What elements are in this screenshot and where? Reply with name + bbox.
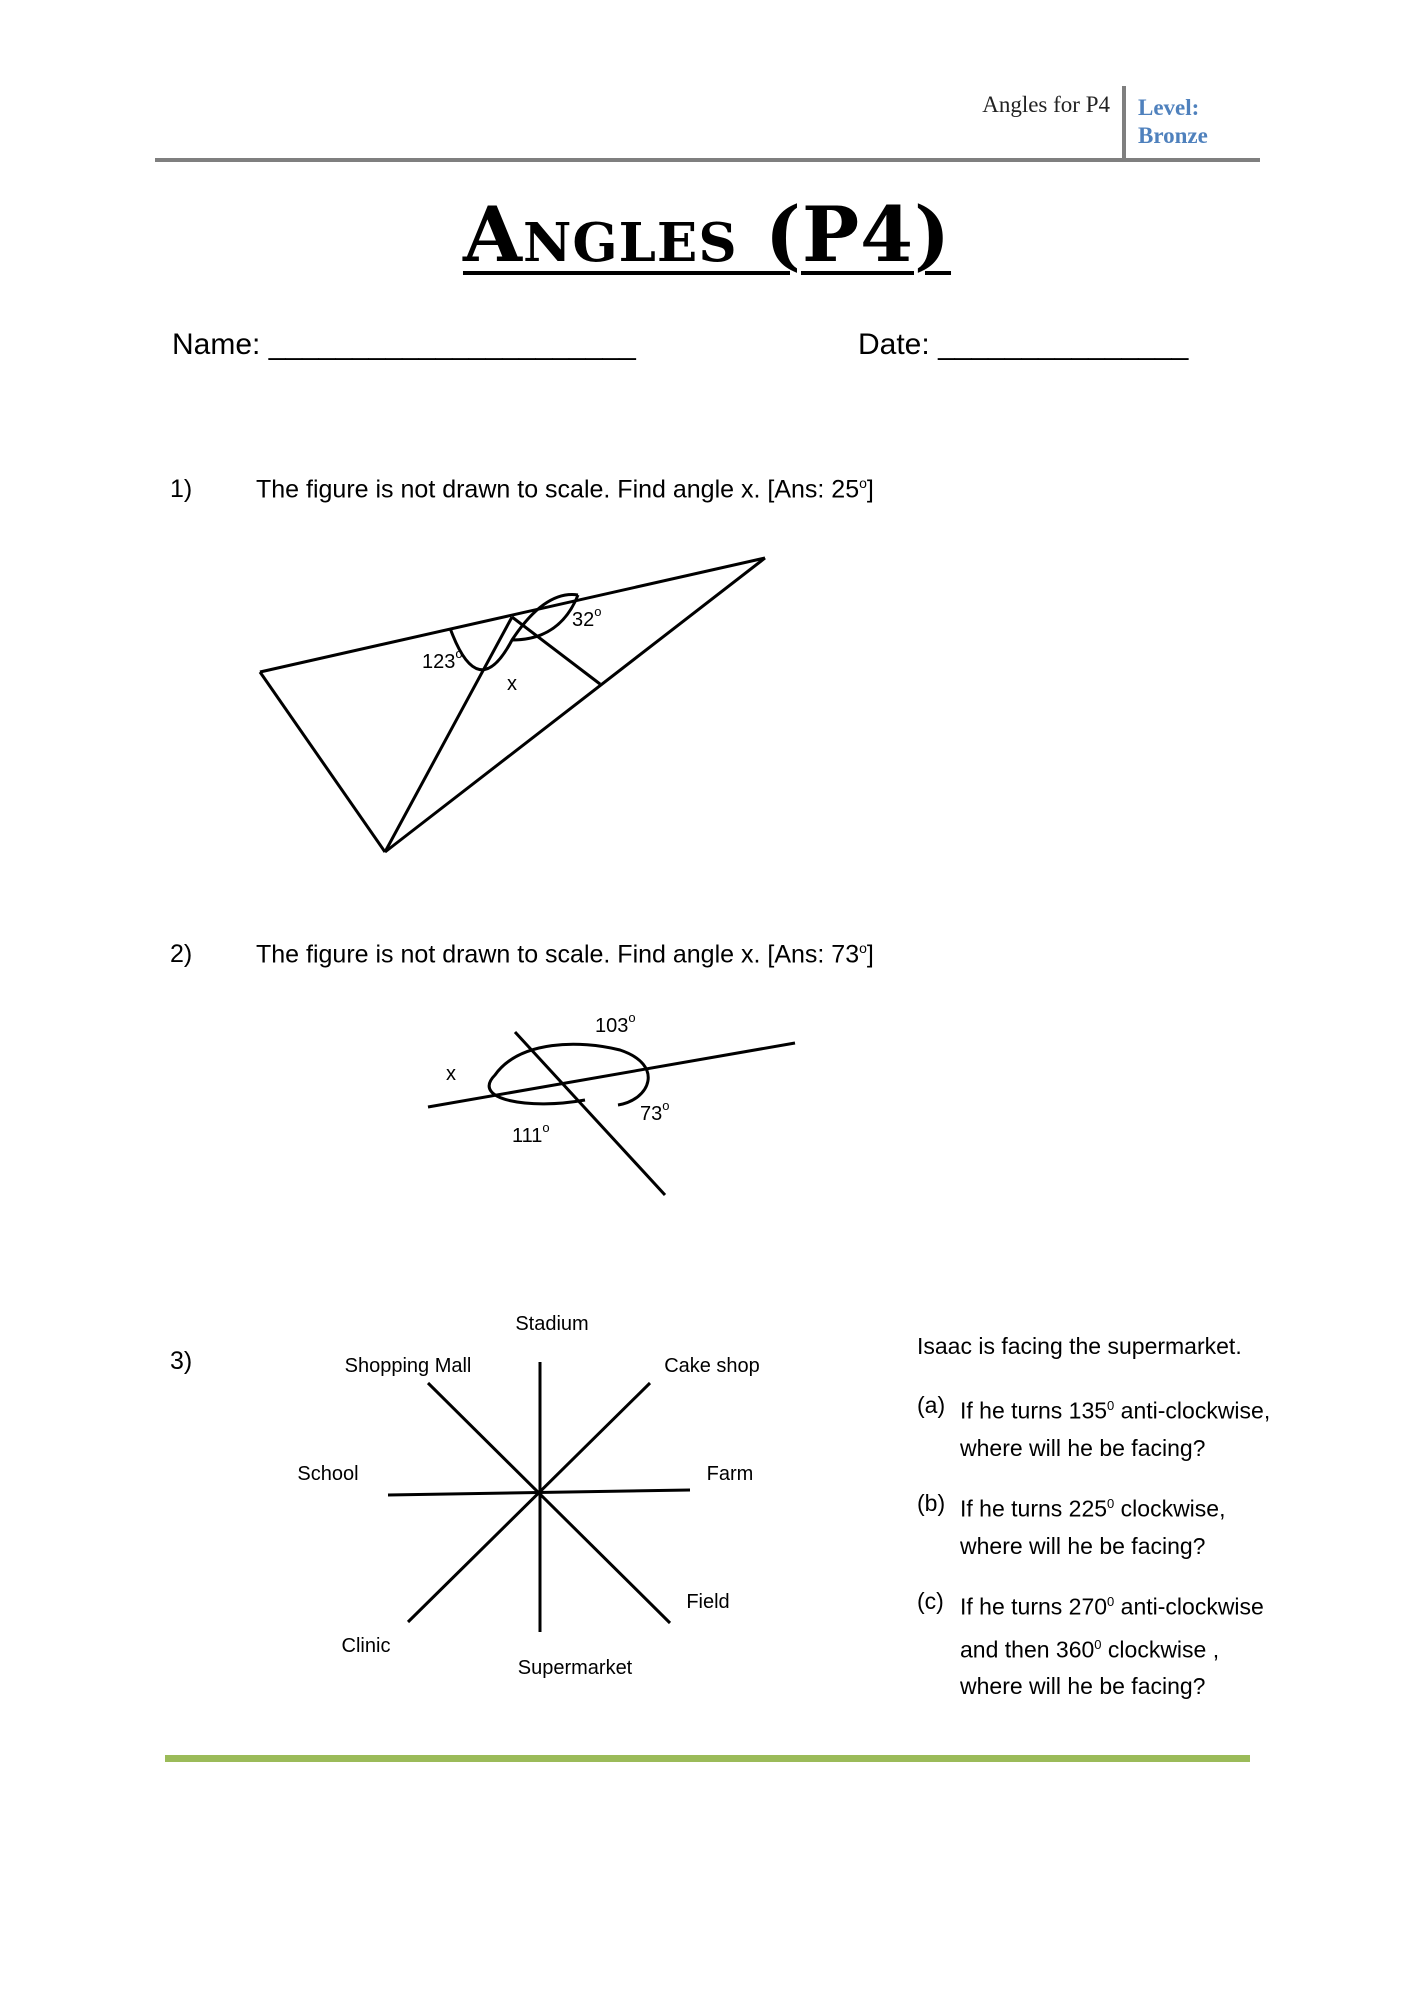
compass-nw-se-line bbox=[428, 1383, 670, 1623]
q1-label-32: 32$^o$ bbox=[572, 604, 602, 631]
header-doc-title: Angles for P4 bbox=[982, 92, 1110, 117]
compass-ne-sw-line bbox=[408, 1383, 650, 1622]
q2-label-x: x bbox=[446, 1063, 456, 1085]
date-label: Date: bbox=[858, 328, 930, 361]
compass-label-school: School bbox=[297, 1463, 359, 1485]
q2-number: 2) bbox=[170, 940, 193, 968]
date-blank: _______________ bbox=[938, 328, 1189, 361]
compass-label-field: Field bbox=[686, 1591, 730, 1613]
q3-part-b-mark: (b) bbox=[917, 1490, 946, 1516]
q2-label-103: 103$^o$ bbox=[595, 1010, 636, 1037]
level-value: Bronze bbox=[1138, 123, 1208, 148]
q1-number: 1) bbox=[170, 475, 193, 503]
q3-part-b: (b) If he turns $225^0$ clockwise, where will he be facing? bbox=[917, 1485, 1225, 1565]
compass-label-shopping-mall: Shopping Mall bbox=[344, 1355, 472, 1377]
compass-label-cake-shop: Cake shop bbox=[664, 1355, 760, 1377]
q3-part-a-mark: (a) bbox=[917, 1392, 946, 1418]
name-blank: ______________________ bbox=[268, 328, 636, 361]
compass-label-supermarket: Supermarket bbox=[517, 1657, 633, 1679]
footer-rule bbox=[165, 1755, 1250, 1762]
q2-label-73: 73$^o$ bbox=[640, 1098, 670, 1125]
name-label: Name: bbox=[172, 328, 261, 361]
compass-label-stadium: Stadium bbox=[515, 1313, 589, 1335]
q2-label-111: 111$^o$ bbox=[512, 1120, 550, 1147]
compass-label-farm: Farm bbox=[706, 1463, 754, 1485]
page-title: Angles (P4) bbox=[462, 190, 952, 279]
q1-label-123: 123$^o$ bbox=[422, 646, 463, 673]
compass-label-clinic: Clinic bbox=[341, 1635, 391, 1657]
q3-part-c-mark: (c) bbox=[917, 1588, 944, 1614]
q3-part-c: (c) If he turns $270^0$ anti-clockwise and then $360^0$ clockwise , where will he be facing? bbox=[917, 1583, 1264, 1705]
q1-label-x: x bbox=[507, 673, 517, 695]
q3-number: 3) bbox=[170, 1347, 193, 1375]
q2-text: The figure is not drawn to scale. Find angle x. [Ans: 73$^o$] bbox=[256, 940, 874, 969]
q3-intro: Isaac is facing the supermarket. bbox=[917, 1333, 1242, 1359]
q3-part-a: (a) If he turns $135^0$ anti-clockwise, where will he be facing? bbox=[917, 1387, 1270, 1467]
q1-text: The figure is not drawn to scale. Find angle x. [Ans: 25$^o$] bbox=[256, 475, 874, 504]
level-label: Level: bbox=[1138, 95, 1200, 120]
